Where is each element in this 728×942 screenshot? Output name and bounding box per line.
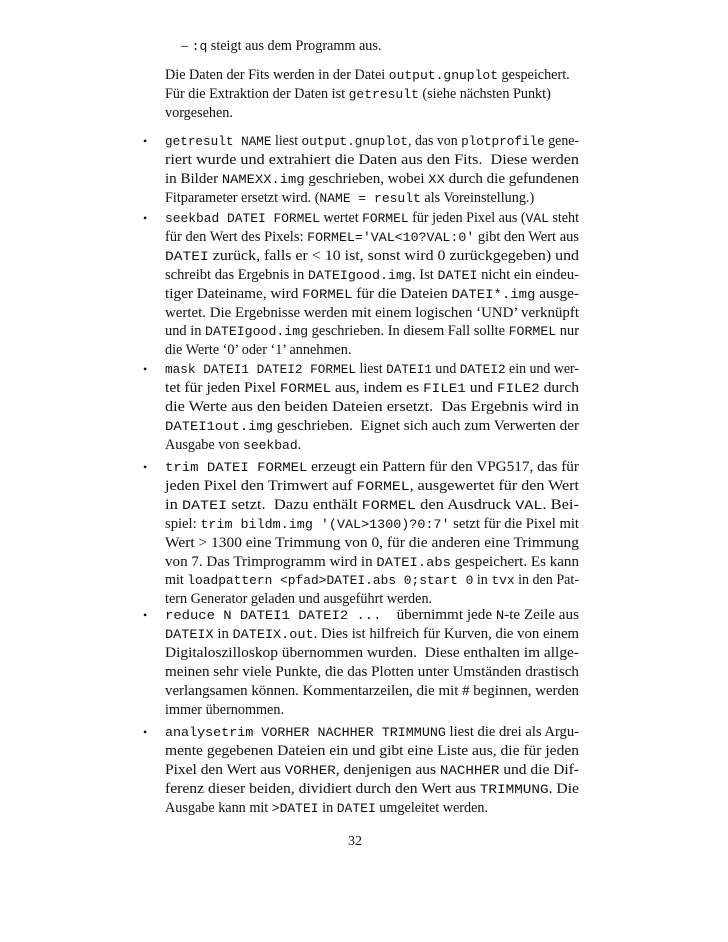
text-line — [165, 189, 534, 207]
text-line — [165, 644, 579, 662]
text-line — [165, 742, 579, 760]
code-text: DATEI1out.img — [165, 419, 274, 434]
body-text: und die Dif- — [499, 762, 579, 778]
text-line — [165, 285, 579, 303]
text-line — [165, 209, 579, 227]
text-line — [165, 85, 551, 103]
body-text: gibt den Wert aus — [474, 229, 579, 245]
body-text: geschrieben. Eignet sich auch zum Verwerten der — [273, 418, 579, 434]
code-text: DATEI — [165, 249, 209, 264]
code-text: DATEIX — [165, 627, 214, 642]
text-line — [165, 379, 579, 397]
text-line — [165, 341, 351, 359]
text-line — [181, 37, 381, 55]
body-text: übernimmt jede — [381, 607, 496, 623]
code-text: seekbad DATEI FORMEL — [165, 211, 320, 226]
code-text: DATEI2 — [459, 362, 506, 377]
text-line — [165, 360, 579, 378]
code-text: seekbad — [243, 438, 298, 453]
body-text: Wert > 1300 eine Trimmung von 0, für die anderen eine Trimmung — [165, 535, 579, 551]
bullet-getresult: • — [143, 134, 148, 148]
code-text: :q — [191, 39, 208, 54]
code-text: FORMEL='VAL<10?VAL:0' — [307, 230, 475, 245]
body-text: ferenz dieser beiden, dividiert durch den Wert aus — [165, 781, 480, 797]
body-text: Für die Extraktion der Daten ist — [165, 86, 349, 102]
text-line — [165, 398, 579, 416]
code-text: DATEI — [181, 498, 228, 513]
text-line — [165, 663, 579, 681]
body-text: als Voreinstellung.) — [420, 190, 535, 206]
bullet-seekbad: • — [143, 211, 148, 225]
code-text: DATEI.abs — [376, 555, 451, 570]
code-text: NAMEXX.img — [221, 172, 305, 187]
body-text: in den Pat- — [514, 572, 579, 588]
body-text: Digitaloszilloskop übernommen wurden. Diese enthalten im allge- — [165, 645, 579, 661]
bullet-analysetrim: • — [143, 725, 148, 739]
code-text: DATEI — [437, 268, 478, 283]
code-text: tvx — [491, 573, 515, 588]
body-text: zurück, falls er < 10 ist, sonst wird 0 zurückgegeben) und — [208, 248, 579, 264]
text-line — [165, 228, 579, 246]
body-text: von 7. Das Trimprogramm wird in — [165, 554, 377, 570]
body-text: nicht ein eindeu- — [477, 267, 579, 283]
body-text: geschrieben. In diesem Fall sollte — [308, 323, 509, 339]
body-text: – — [181, 38, 192, 54]
code-text: NACHHER — [439, 763, 500, 778]
body-text: die Werte aus den beiden Dateien ersetzt. Das Ergebnis wird in — [165, 399, 579, 415]
body-text: geschrieben, wobei — [304, 171, 429, 187]
body-text: steht — [548, 210, 579, 226]
body-text: Pixel den Wert aus — [165, 762, 285, 778]
body-text: ein und wer- — [505, 361, 579, 377]
code-text: FORMEL — [279, 381, 332, 396]
body-text: liest — [356, 361, 387, 377]
body-text: und — [431, 361, 460, 377]
page-number: 32 — [348, 834, 362, 849]
code-text: getresult — [348, 87, 419, 102]
body-text: (siehe nächsten Punkt) — [418, 86, 551, 102]
body-text: nur — [556, 323, 579, 339]
body-text: riert wurde und extrahiert die Daten aus den Fits. Diese werden — [165, 152, 579, 168]
body-text: verlangsamen können. Kommentarzeilen, die mit # beginnen, werden — [165, 683, 579, 699]
body-text: gene- — [544, 133, 579, 149]
body-text: gespeichert. — [498, 67, 570, 83]
body-text: . Ist — [411, 267, 438, 283]
code-text: analysetrim VORHER NACHHER TRIMMUNG — [165, 725, 446, 740]
code-text: VORHER — [284, 763, 336, 778]
body-text: ausge- — [535, 286, 579, 302]
code-text: N — [495, 608, 505, 623]
code-text: FORMEL — [362, 211, 409, 226]
body-text: jeden Pixel den Trimwert auf — [165, 478, 357, 494]
body-text: und — [465, 380, 497, 396]
text-line — [165, 534, 579, 552]
text-line — [165, 266, 579, 284]
code-text: loadpattern <pfad>DATEI.abs 0;start 0 — [187, 573, 474, 588]
code-text: DATEIX.out — [232, 627, 314, 642]
code-text: DATEI*.img — [451, 287, 536, 302]
text-line — [165, 515, 579, 533]
bullet-trim: • — [143, 460, 148, 474]
body-text: spiel: — [165, 516, 201, 532]
body-text: setzt. Dazu enthält — [227, 497, 362, 513]
code-text: NAME = result — [319, 191, 421, 206]
code-text: DATEI1 — [386, 362, 432, 377]
text-line — [165, 682, 579, 700]
body-text: liest die drei als Argu- — [445, 724, 579, 740]
body-text: , das von — [408, 133, 462, 149]
code-text: mask DATEI1 DATEI2 FORMEL — [165, 362, 357, 377]
text-line — [165, 104, 233, 122]
body-text: meinen sehr viele Punkte, die das Plotten unter Umständen drastisch — [165, 664, 579, 680]
code-text: FORMEL — [361, 498, 416, 513]
text-line — [165, 723, 579, 741]
body-text: in Bilder — [165, 171, 222, 187]
body-text: für die Dateien — [352, 286, 452, 302]
text-line — [165, 477, 579, 495]
text-line — [165, 606, 579, 624]
body-text: mente gegebenen Dateien ein und gibt eine Liste aus, die für jeden — [165, 743, 579, 759]
code-text: VAL — [515, 498, 543, 513]
text-line — [165, 151, 579, 169]
body-text: umgeleitet werden. — [375, 800, 489, 816]
body-text: tet für jeden Pixel — [165, 380, 280, 396]
text-line — [165, 322, 579, 340]
text-line — [165, 625, 579, 643]
code-text: FILE2 — [496, 381, 540, 396]
text-line — [165, 553, 579, 571]
body-text: Ausgabe von — [165, 437, 244, 453]
body-text: in — [318, 800, 337, 816]
body-text: durch die gefundenen — [444, 171, 579, 187]
body-text: Ausgabe kann mit — [165, 800, 272, 816]
code-text: FORMEL — [356, 479, 410, 494]
text-line — [165, 571, 579, 589]
bullet-reduce: • — [143, 608, 148, 622]
body-text: tern Generator geladen und ausgeführt werden. — [165, 591, 433, 607]
code-text: VAL — [525, 211, 549, 226]
text-line — [165, 496, 579, 514]
code-text: plotprofile — [461, 134, 545, 149]
body-text: vorgesehen. — [165, 105, 233, 121]
text-line — [165, 417, 579, 435]
code-text: DATEIgood.img — [307, 268, 412, 283]
body-text: wertet — [319, 210, 363, 226]
text-line — [165, 66, 570, 84]
code-text: output.gnuplot — [301, 134, 409, 149]
body-text: liest — [271, 133, 302, 149]
body-text: mit — [165, 572, 188, 588]
body-text: Fitparameter ersetzt wird. ( — [165, 190, 320, 206]
code-text: TRIMMUNG — [479, 782, 549, 797]
body-text: den Ausdruck — [415, 497, 516, 513]
body-text: erzeugt ein Pattern für den VPG517, das für — [307, 459, 579, 475]
body-text: -te Zeile aus — [504, 607, 579, 623]
text-line — [165, 304, 579, 322]
text-line — [165, 170, 579, 188]
code-text: XX — [428, 172, 445, 187]
text-line — [165, 780, 579, 798]
code-text: >DATEI — [271, 801, 319, 816]
body-text: aus, indem es — [331, 380, 424, 396]
body-text: Die Daten der Fits werden in der Datei — [165, 67, 389, 83]
bullet-mask: • — [143, 362, 148, 376]
body-text: für den Wert des Pixels: — [165, 229, 308, 245]
code-text: DATEIgood.img — [205, 324, 309, 339]
body-text: tiger Dateiname, wird — [165, 286, 303, 302]
text-line — [165, 761, 579, 779]
body-text: steigt aus dem Programm aus. — [207, 38, 382, 54]
body-text: . — [297, 437, 302, 453]
text-line — [165, 132, 579, 150]
code-text: trim bildm.img '(VAL>1300)?0:7' — [200, 517, 450, 532]
body-text: für jeden Pixel aus ( — [408, 210, 526, 226]
code-text: DATEI — [336, 801, 376, 816]
code-text: trim DATEI FORMEL — [165, 460, 308, 475]
body-text: durch — [539, 380, 579, 396]
text-line — [165, 701, 284, 719]
text-line — [165, 458, 579, 476]
body-text: schreibt das Ergebnis in — [165, 267, 308, 283]
text-line — [165, 799, 488, 817]
body-text: in — [165, 497, 182, 513]
code-text: FORMEL — [508, 324, 557, 339]
code-text: output.gnuplot — [388, 68, 498, 83]
body-text: . Die — [548, 781, 579, 797]
body-text: . Dies ist hilfreich für Kurven, die von einem — [313, 626, 579, 642]
body-text: in — [213, 626, 233, 642]
body-text: die Werte ‘0’ oder ‘1’ annehmen. — [165, 342, 352, 358]
body-text: , denjenigen aus — [335, 762, 440, 778]
body-text: und in — [165, 323, 206, 339]
code-text: FILE1 — [423, 381, 466, 396]
code-text: FORMEL — [302, 287, 353, 302]
body-text: setzt für die Pixel mit — [449, 516, 579, 532]
body-text: . Bei- — [542, 497, 579, 513]
text-line — [165, 247, 579, 265]
code-text: getresult NAME — [165, 134, 272, 149]
body-text: wertet. Die Ergebnisse werden mit einem logischen ‘UND’ verknüpft — [165, 305, 579, 321]
code-text: reduce N DATEI1 DATEI2 ... — [165, 608, 382, 623]
body-text: , ausgewertet für den Wert — [409, 478, 579, 494]
body-text: immer übernommen. — [165, 702, 284, 718]
text-line — [165, 436, 301, 454]
body-text: in — [473, 572, 492, 588]
body-text: gespeichert. Es kann — [450, 554, 579, 570]
